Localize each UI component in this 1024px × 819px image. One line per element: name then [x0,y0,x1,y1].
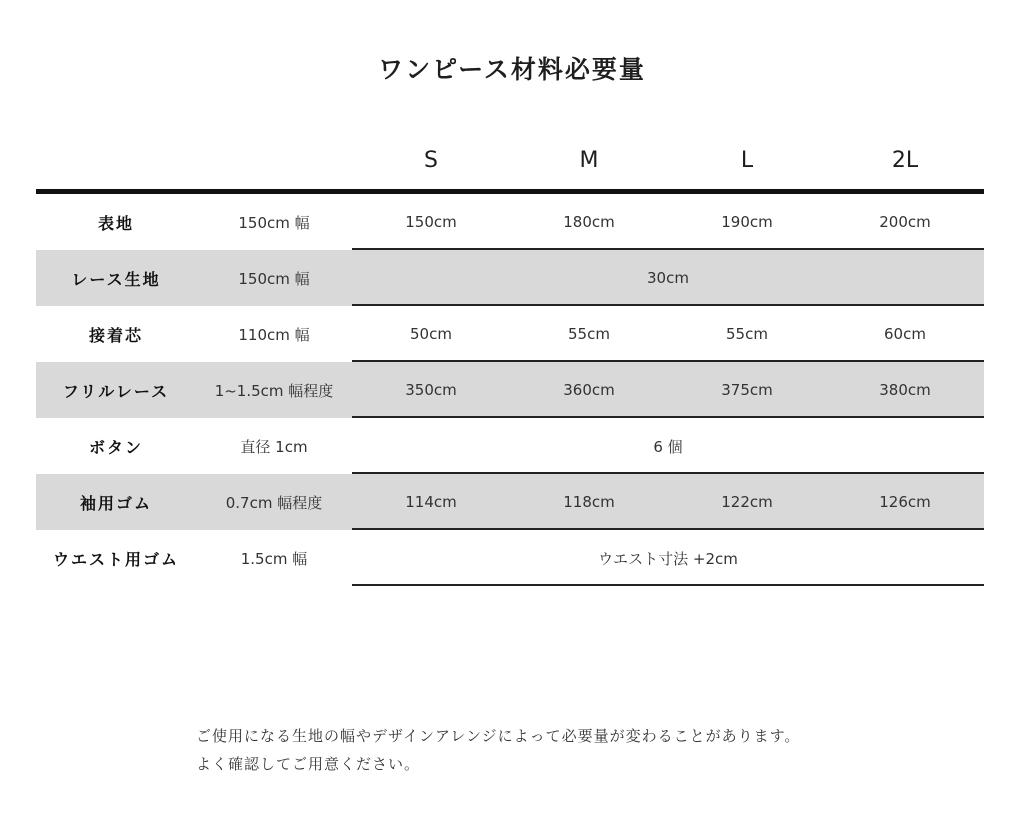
row-width: 1.5cm 幅 [240,549,308,568]
row-width: 150cm 幅 [238,269,310,288]
value-2l: 200cm [879,213,931,231]
value-m: 360cm [563,381,615,399]
value-m: 55cm [568,325,610,343]
value-s: 350cm [405,381,457,399]
table-row-sleeve-elastic [36,474,984,530]
footnote-line-2: よく確認してご用意ください。 [196,755,421,773]
value-l: 55cm [726,325,768,343]
value-l: 190cm [721,213,773,231]
table-row-waist-elastic [36,530,984,586]
row-divider [352,584,984,586]
value-m: 118cm [563,493,615,511]
value-l: 122cm [721,493,773,511]
row-width: 0.7cm 幅程度 [225,493,323,512]
row-width: 直径 1cm [240,437,308,456]
value-s: 150cm [405,213,457,231]
table-row-lace-fabric [36,250,984,306]
row-width: 150cm 幅 [238,213,310,232]
value-s: 50cm [410,325,452,343]
size-header-2l: 2L [891,148,919,173]
size-header-s: S [424,148,438,173]
row-width: 1~1.5cm 幅程度 [214,381,334,400]
footnote [196,722,800,778]
value-l: 375cm [721,381,773,399]
footnote-line-1: ご使用になる生地の幅やデザインアレンジによって必要量が変わることがあります。 [196,727,801,745]
table-row-frill-lace [36,362,984,418]
size-header-row [352,143,984,179]
row-label: 接着芯 [88,325,143,345]
row-label: ボタン [88,437,143,457]
table-row-buttons [36,418,984,474]
size-header-l: L [740,148,754,173]
table-row-outer-fabric [36,194,984,250]
value-2l: 60cm [884,325,926,343]
row-label: レース生地 [71,269,161,289]
size-header-m: M [579,148,599,173]
row-label: 袖用ゴム [79,493,152,513]
row-label: 表地 [97,213,134,233]
table-row-interfacing [36,306,984,362]
value-m: 180cm [563,213,615,231]
row-label: フリルレース [62,381,170,401]
row-width: 110cm 幅 [238,325,310,344]
value-all-sizes: ウエスト寸法 +2cm [598,549,738,568]
value-2l: 380cm [879,381,931,399]
value-2l: 126cm [879,493,931,511]
value-all-sizes: 6 個 [653,437,683,456]
materials-table [36,194,984,586]
page-title: ワンピース材料必要量 [378,55,646,84]
value-s: 114cm [405,493,457,511]
value-all-sizes: 30cm [647,269,689,287]
row-label: ウエスト用ゴム [52,549,179,569]
